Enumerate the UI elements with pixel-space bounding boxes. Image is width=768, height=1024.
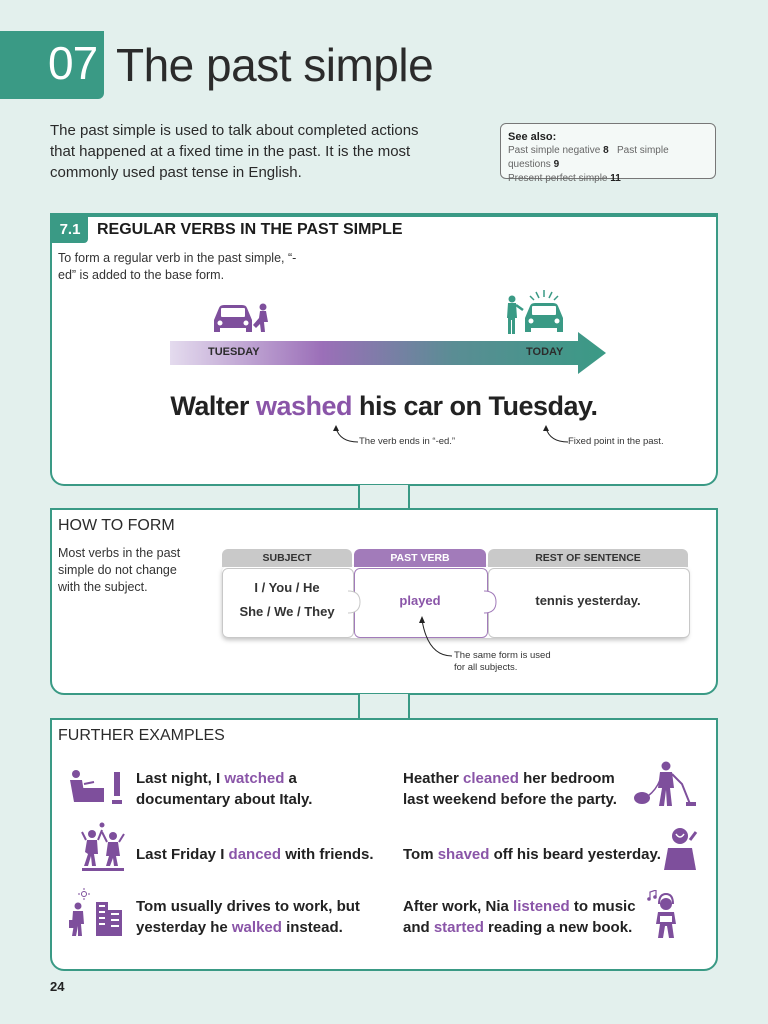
example-right-2 (403, 844, 673, 865)
rest-value: tennis yesterday. (535, 593, 641, 608)
example-text: Tom usually drives to work, but yesterday he (136, 898, 360, 936)
section-title: REGULAR VERBS IN THE PAST SIMPLE (97, 221, 403, 238)
panel-connector (358, 485, 410, 510)
how-to-form-description: Most verbs in the past simple do not change with the subject. (58, 546, 181, 594)
example-verb: watched (224, 770, 285, 787)
example-left-1 (136, 768, 336, 810)
shaving-icon (662, 826, 702, 872)
how-to-form-heading: HOW TO FORM (58, 517, 175, 534)
see-also-item-num: 11 (610, 173, 621, 184)
see-also-title: See also: (508, 131, 557, 143)
note-arrow (540, 424, 570, 446)
panel-connector (358, 694, 410, 720)
example-text: instead. (281, 919, 343, 936)
example-text: off his beard yesterday. (489, 846, 661, 863)
example-text: to music and (403, 898, 636, 936)
example-text: Tom (403, 846, 438, 863)
note-verb-ending: The verb ends in “-ed.” (359, 436, 456, 447)
column-header-subject: SUBJECT (222, 549, 352, 567)
note-arrow (414, 614, 454, 660)
example-verb: listened (513, 898, 570, 915)
vacuum-cleaning-icon (632, 760, 698, 808)
example-verb: walked (231, 919, 282, 936)
timeline-label-tuesday: TUESDAY (208, 346, 260, 358)
see-also-item-num: 8 (603, 145, 609, 156)
example-post: his car on Tuesday. (351, 391, 598, 421)
subject-line-1: I / You / He (254, 580, 320, 595)
see-also-item-num: 9 (553, 159, 560, 170)
example-text: her bedroom last weekend before the party. (403, 770, 617, 808)
example-left-2 (136, 844, 396, 865)
see-also-box (500, 123, 716, 184)
example-verb: shaved (437, 846, 490, 863)
example-text: Last Friday I (136, 846, 229, 863)
intro-text: The past simple is used to talk about completed actions that happened at a fixed time in the past. It is the most commonly used past tense in English. (50, 122, 419, 181)
example-text: After work, Nia (403, 898, 514, 915)
chapter-number: 07 (48, 37, 98, 89)
see-also-item[interactable]: Present perfect simple (508, 173, 608, 184)
section-number-badge: 7.1 (52, 217, 88, 243)
example-text: reading a new book. (483, 919, 633, 936)
dancing-icon (80, 822, 126, 872)
cell-subject (222, 568, 354, 638)
example-text: Heather (403, 770, 464, 787)
page-number: 24 (50, 979, 65, 994)
example-pre: Walter (170, 391, 256, 421)
note-fixed-point: Fixed point in the past. (568, 436, 664, 447)
example-verb: cleaned (463, 770, 519, 787)
example-verb: washed (255, 391, 352, 421)
example-right-1 (403, 768, 635, 810)
subject-line-2: She / We / They (239, 604, 335, 619)
see-also-item[interactable]: Past simple negative (508, 145, 601, 156)
timeline-label-today: TODAY (526, 346, 564, 358)
example-left-3 (136, 896, 376, 938)
tv-watching-icon (66, 768, 126, 806)
see-also-item[interactable]: Past simple questions (508, 145, 669, 170)
page-title: The past simple (116, 39, 434, 91)
car-clean-icon (503, 288, 569, 336)
walking-to-work-icon (66, 888, 126, 938)
section-description: To form a regular verb in the past simple, “-ed” is added to the base form. (58, 251, 297, 282)
music-listening-icon (646, 890, 686, 940)
example-sentence (0, 391, 768, 422)
column-header-rest: REST OF SENTENCE (488, 549, 688, 567)
column-header-past-verb: PAST VERB (354, 549, 486, 567)
example-verb: started (433, 919, 484, 936)
note-arrow (330, 424, 360, 446)
note-same-form: The same form is used for all subjects. (454, 650, 551, 673)
example-verb: danced (228, 846, 282, 863)
past-verb-value: played (399, 593, 441, 608)
example-text: with friends. (281, 846, 374, 863)
example-text: Last night, I (136, 770, 225, 787)
further-examples-heading: FURTHER EXAMPLES (58, 727, 225, 744)
example-text: a documentary about Italy. (136, 770, 313, 808)
example-right-3 (403, 896, 653, 938)
